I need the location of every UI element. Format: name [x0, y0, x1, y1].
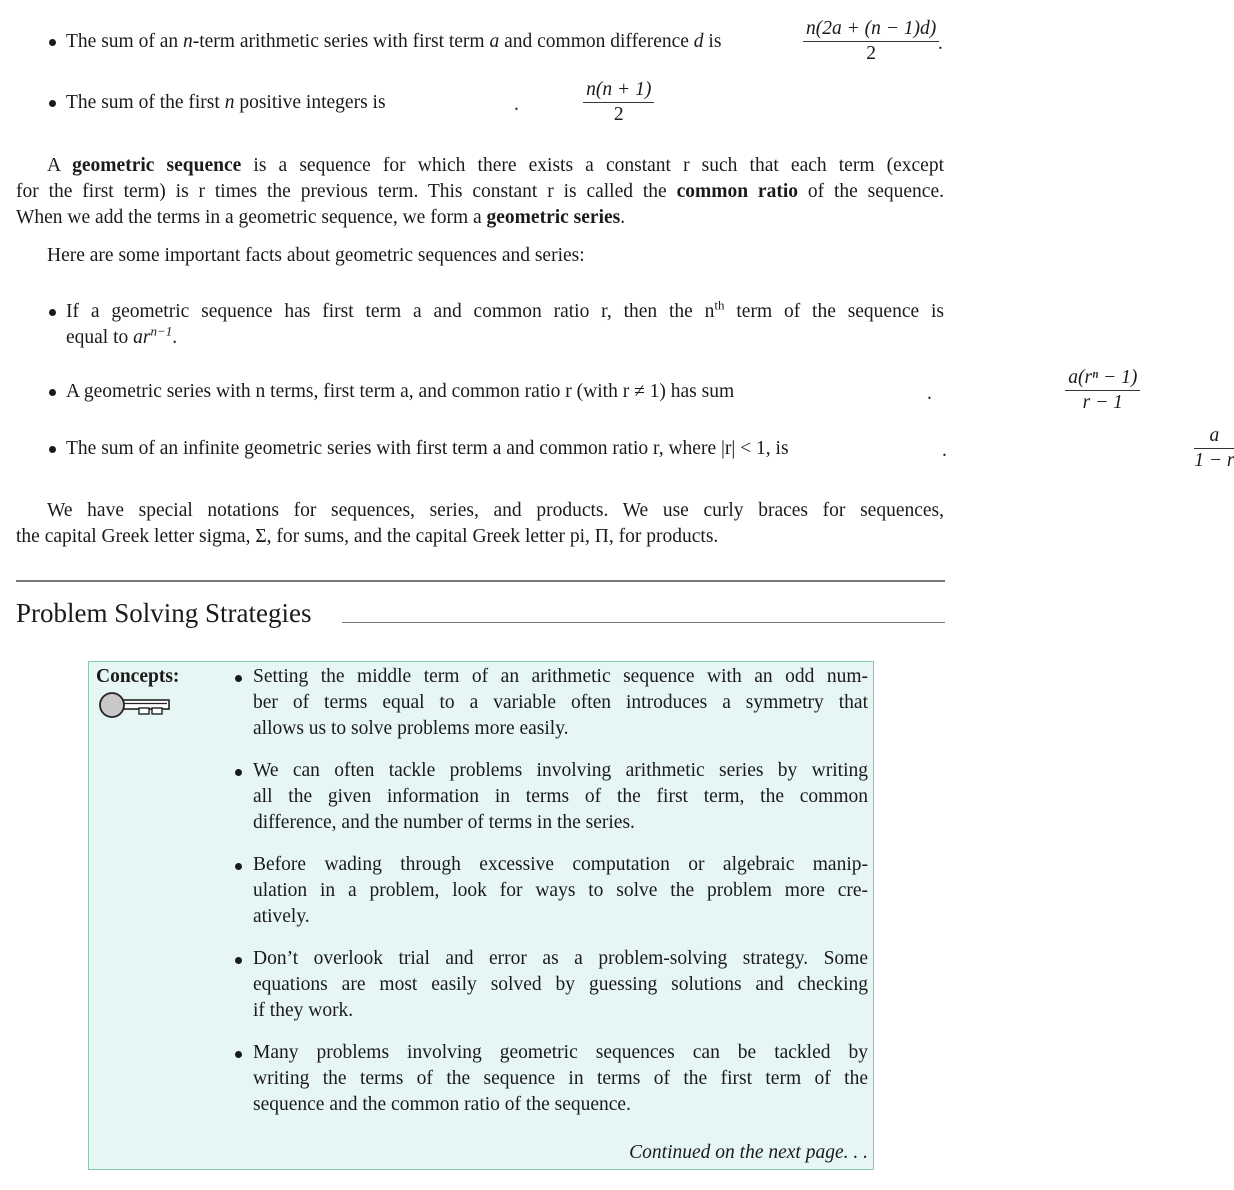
concept-item-1-line-2: ber of terms equal to a variable often introduces a symmetry that — [253, 692, 868, 713]
bullet-icon — [49, 389, 56, 396]
text: The sum of an — [66, 31, 183, 52]
integer-sum-fact — [66, 90, 386, 116]
formula-denominator: 2 — [866, 43, 877, 64]
term-geometric-series: geometric series — [486, 207, 621, 228]
concept-item-4-line-1: Don’t overlook trial and error as a problem-solving strategy. Some — [253, 948, 868, 969]
formula-numerator: n(2a + (n − 1)d) — [803, 17, 939, 42]
bullet-icon — [49, 39, 56, 46]
concept-item-3-line-2: ulation in a problem, look for ways to solve the problem more cre- — [253, 880, 868, 901]
text: of the sequence. — [797, 181, 944, 202]
section-heading: Problem Solving Strategies — [16, 598, 312, 628]
geo-infinite-sum-fact: The sum of an infinite geometric series with first term a and common ratio r, where |r| < 1, is — [66, 438, 789, 459]
concept-item-4-line-2: equations are most easily solved by guessing solutions and checking — [253, 974, 868, 995]
integer-sum-formula — [583, 78, 654, 127]
superscript: th — [714, 297, 725, 313]
bullet-icon — [235, 1051, 242, 1058]
text: If a geometric sequence has first term a and common ratio r, then the n — [66, 301, 715, 322]
concept-item-2-line-3: difference, and the number of terms in the series. — [253, 812, 635, 833]
text: A — [47, 155, 73, 176]
formula-denominator: 2 — [613, 104, 624, 125]
concept-item-2-line-1: We can often tackle problems involving arithmetic series by writing — [253, 760, 868, 781]
text: for the first term) is r times the previous term. This constant r is called the — [16, 181, 677, 202]
exponent: n−1 — [150, 323, 173, 339]
geo-facts-intro: Here are some important facts about geometric sequences and series: — [47, 245, 585, 266]
text: equal to — [66, 327, 134, 348]
concept-item-5-line-3: sequence and the common ratio of the sequence. — [253, 1094, 631, 1115]
concept-item-1-line-1: Setting the middle term of an arithmetic sequence with an odd num- — [253, 666, 868, 687]
notation-line-1: We have special notations for sequences, series, and products. We use curly braces for sequences, — [47, 500, 944, 521]
period: . — [938, 33, 943, 54]
text: -term arithmetic series with first term — [192, 31, 490, 52]
geo-series-sum-formula — [1065, 366, 1140, 415]
concept-item-4-line-3: if they work. — [253, 1000, 354, 1021]
concepts-label: Concepts: — [96, 666, 180, 687]
formula-denominator: r − 1 — [1082, 392, 1123, 413]
formula-denominator: 1 − r — [1194, 450, 1234, 471]
text: The sum of the first — [66, 92, 225, 113]
concept-item-2-line-2: all the given information in terms of the first term, the common — [253, 786, 868, 807]
var-n: n — [224, 92, 235, 113]
period: . — [514, 94, 519, 115]
period: . — [942, 440, 947, 461]
bullet-icon — [235, 769, 242, 776]
text: is a sequence for which there exists a constant r such that each term (except — [241, 155, 944, 176]
geo-nth-term-fact-line-2 — [66, 325, 177, 351]
geo-intro-line-1 — [47, 153, 944, 179]
bullet-icon — [235, 675, 242, 682]
bullet-icon — [49, 100, 56, 107]
bullet-icon — [235, 957, 242, 964]
text: and common difference — [499, 31, 694, 52]
text: . — [620, 207, 626, 228]
formula-numerator: a(rⁿ − 1) — [1065, 366, 1140, 391]
expression: ar — [133, 327, 151, 348]
notation-line-2: the capital Greek letter sigma, Σ, for sums, and the capital Greek letter pi, Π, for products. — [16, 526, 719, 547]
text: positive integers is — [234, 92, 386, 113]
concept-item-3-line-1: Before wading through excessive computation or algebraic manip- — [253, 854, 868, 875]
formula-numerator: a — [1194, 424, 1234, 449]
bullet-icon — [49, 309, 56, 316]
continued-note: Continued on the next page. . . — [629, 1142, 868, 1163]
term-geometric-sequence: geometric sequence — [72, 155, 242, 176]
text: is — [703, 31, 722, 52]
concept-item-5-line-1: Many problems involving geometric sequences can be tackled by — [253, 1042, 868, 1063]
concept-item-5-line-2: writing the terms of the sequence in terms of the first term of the — [253, 1068, 868, 1089]
concept-item-1-line-3: allows us to solve problems more easily. — [253, 718, 569, 739]
period: . — [172, 327, 178, 348]
geo-intro-line-2 — [16, 179, 944, 205]
period: . — [927, 383, 932, 404]
text: When we add the terms in a geometric sequence, we form a — [16, 207, 487, 228]
bullet-icon — [235, 863, 242, 870]
var-n: n — [182, 31, 193, 52]
var-a: a — [489, 31, 500, 52]
geo-nth-term-fact-line-1 — [66, 299, 944, 325]
term-common-ratio: common ratio — [676, 181, 798, 202]
bullet-icon — [49, 446, 56, 453]
section-divider — [16, 580, 945, 582]
heading-rule — [342, 622, 945, 623]
arith-sum-formula — [803, 17, 939, 66]
var-d: d — [693, 31, 704, 52]
concept-item-3-line-3: atively. — [253, 906, 310, 927]
text: term of the sequence is — [724, 301, 944, 322]
formula-numerator: n(n + 1) — [583, 78, 654, 103]
geo-series-sum-fact: A geometric series with n terms, first term a, and common ratio r (with r ≠ 1) has sum — [66, 381, 735, 402]
geo-infinite-sum-formula — [1194, 424, 1234, 473]
geo-intro-line-3 — [16, 205, 625, 231]
key-icon — [99, 691, 173, 721]
arith-sum-fact — [66, 29, 721, 55]
